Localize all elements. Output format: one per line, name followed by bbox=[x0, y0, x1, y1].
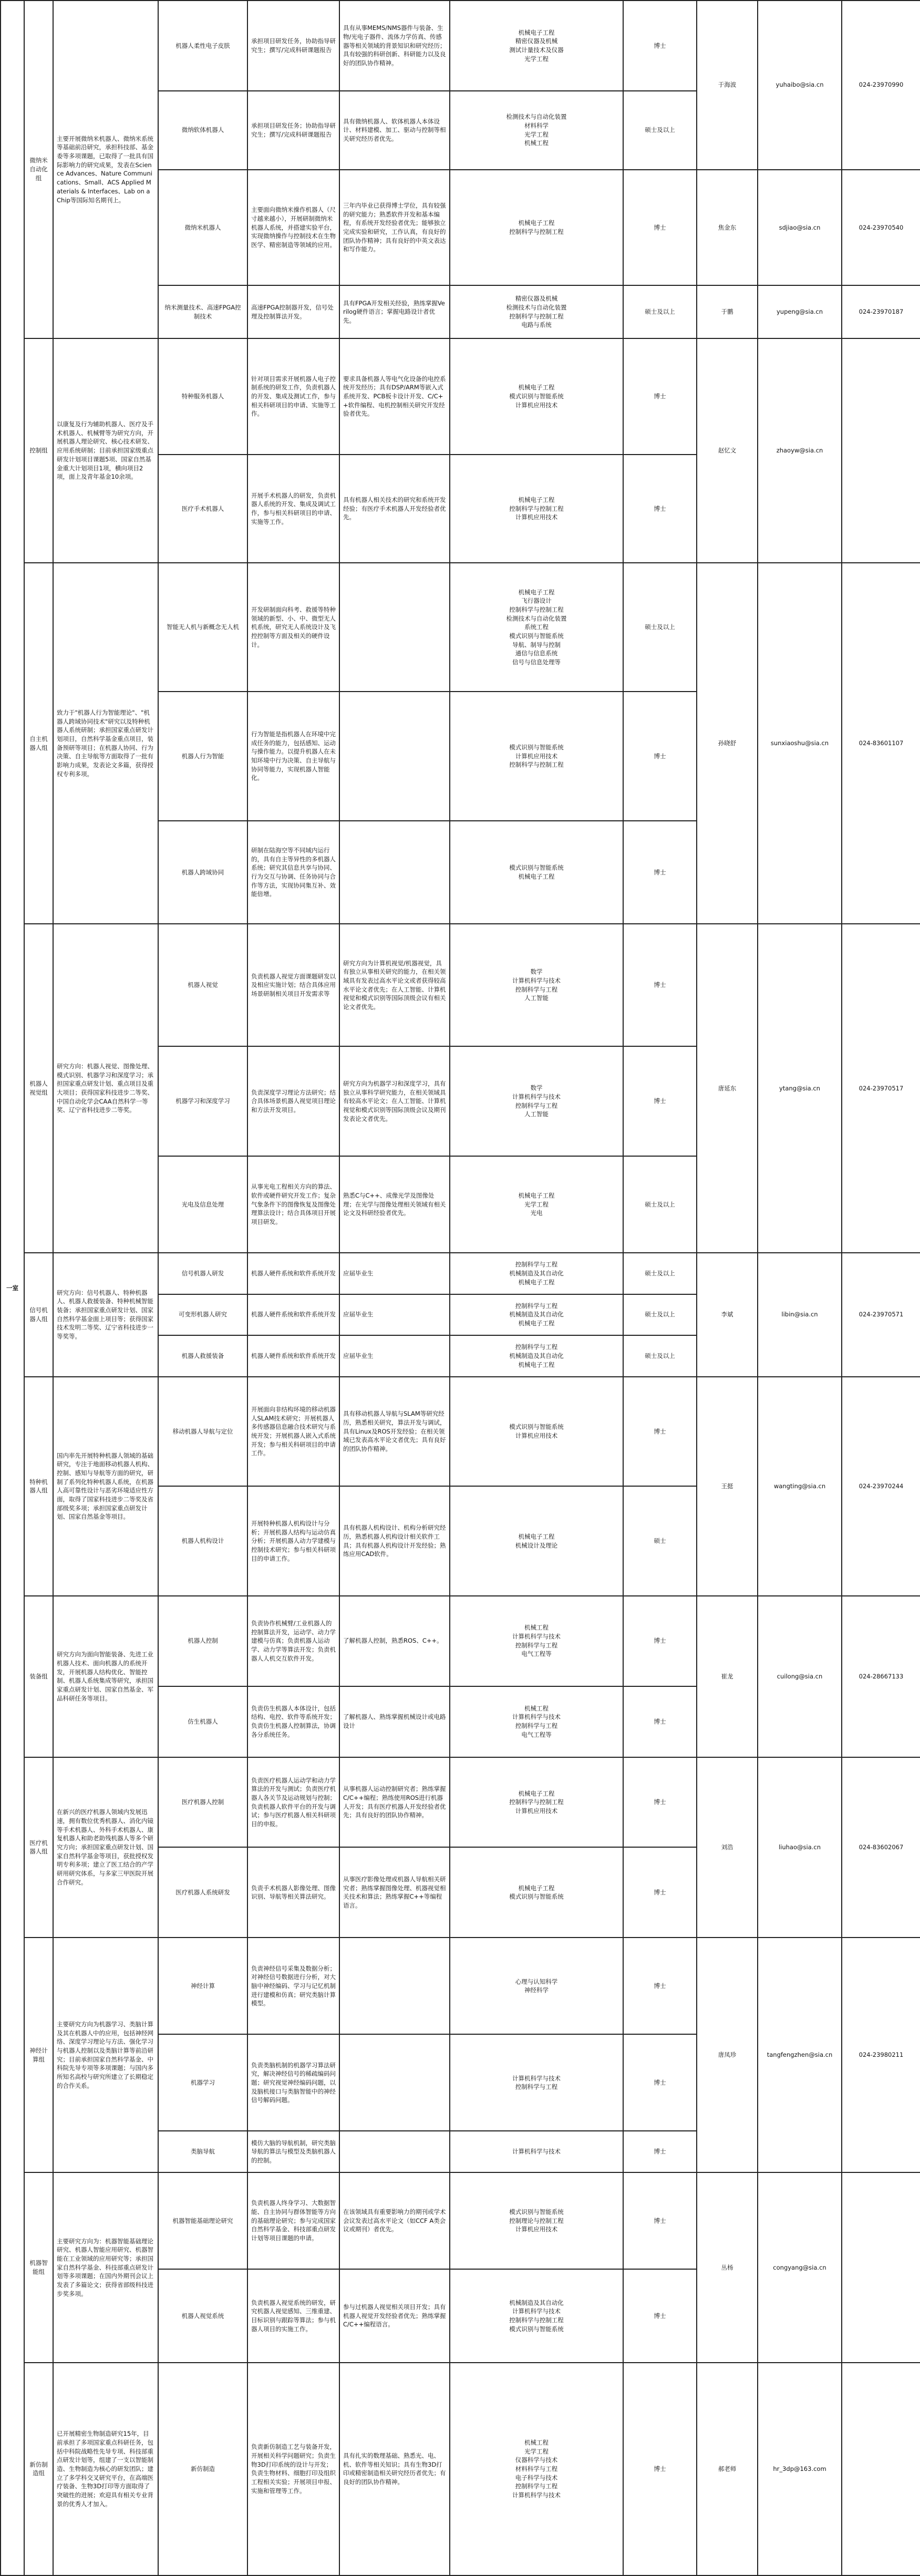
research-direction: 类脑导航 bbox=[158, 2131, 247, 2172]
research-direction: 移动机器人导航与定位 bbox=[158, 1377, 247, 1487]
majors-cell bbox=[450, 924, 623, 1046]
majors-cell bbox=[450, 1335, 623, 1377]
major-item: 机械制造及其自动化 bbox=[509, 1352, 564, 1360]
group-name: 神经计算组 bbox=[24, 1938, 53, 2172]
majors-cell bbox=[450, 170, 623, 286]
major-item: 人工智能 bbox=[524, 1110, 549, 1118]
research-direction: 机器人柔性电子皮肤 bbox=[158, 1, 247, 91]
major-item: 控制科学与工程 bbox=[515, 2083, 558, 2091]
majors-cell bbox=[450, 1847, 623, 1938]
group-name: 微纳米自动化组 bbox=[24, 1, 53, 338]
group-name: 控制组 bbox=[24, 338, 53, 563]
contact-phone: 024-28667133 bbox=[842, 1596, 920, 1757]
major-item: 计算机科学与技术 bbox=[512, 2491, 561, 2499]
group-intro: 已开展精密生物制造研究15年，目前承担了多项国家重点科研任务，包括中科院战略性先导专项、科技部重点研发计划等，组建了一支以智能制造、生物制造为核心的研发团队；建立了多学科交叉研究平台，在高端医疗装备、生物3D打印等方面取得了突破性的进展；欢迎具有相关专业背景的优秀人才加入。 bbox=[53, 2363, 158, 2575]
table-row bbox=[1, 338, 920, 455]
majors-cell bbox=[450, 1046, 623, 1156]
major-item: 机械工程 bbox=[524, 1624, 549, 1632]
job-requirements: 应届毕业生 bbox=[339, 1335, 450, 1377]
majors-cell bbox=[450, 1596, 623, 1686]
majors-cell bbox=[450, 692, 623, 820]
major-item: 控制科学与控制工程 bbox=[509, 761, 564, 769]
job-requirements: 具有机器人相关技术的研究和系统开发经验；有医疗手术机器人开发经验者优先。 bbox=[339, 455, 450, 563]
major-item: 模式识别与智能系统 bbox=[509, 393, 564, 400]
contact-name: 唐凤珍 bbox=[697, 1938, 758, 2172]
table-row bbox=[1, 1938, 920, 2034]
major-item: 机械工程 bbox=[524, 2439, 549, 2447]
job-requirements: 从事医疗影像处理或机器人导航相关研究者；熟练掌握图像处理、机器视觉相关技术和算法；熟练掌握C++等编程语言。 bbox=[339, 1847, 450, 1938]
degree-cell: 硕士及以上 bbox=[623, 1335, 697, 1377]
job-tasks: 开展面向非结构环境的移动机器人SLAM技术研究；开展机器人多传感器信息融合技术研究与系统开发；开展机器人嵌入式系统开发；参与相关科研项目的申请工作。 bbox=[247, 1377, 339, 1487]
major-item: 机械电子工程 bbox=[518, 219, 555, 227]
major-item: 机械电子工程 bbox=[518, 588, 555, 596]
major-item: 检测技术与自动化装置 bbox=[506, 304, 567, 311]
contact-email: ytang@sia.cn bbox=[758, 924, 842, 1253]
major-item: 计算机应用技术 bbox=[515, 513, 558, 521]
contact-email: libin@sia.cn bbox=[758, 1253, 842, 1377]
job-tasks: 承担项目研发任务，协助指导研究生；撰写/完成科研课题报告 bbox=[247, 1, 339, 91]
major-item: 模式识别与智能系统 bbox=[509, 864, 564, 872]
group-intro: 以康复及行为辅助机器人、医疗及手术机器人、机械臂等为研究方向，开展机器人理论研究、核心技术研发、应用系统研制；目前承担国家级重点研发计划项目课题5项、国家自然基金重大计划项目1项，横向项目2项，面上及青年基金10余项。 bbox=[53, 338, 158, 563]
job-tasks: 负责深度学习理论方法研究；结合具体场景机器人视觉项目理论和方法开发项目。 bbox=[247, 1046, 339, 1156]
job-requirements: 在该领域具有重要影响力的期刊或学术会议发表过高水平论文（如CCF A类会议或期刊）者优先。 bbox=[339, 2172, 450, 2269]
major-item: 控制科学与工程 bbox=[515, 1343, 558, 1351]
contact-phone bbox=[842, 2363, 920, 2575]
job-requirements: 具有扎实的数理基础、熟悉光、电、机、软件等相关知识；具有生物3D打印或精密制造相关研究经历者优先；有良好的团队协作精神。 bbox=[339, 2363, 450, 2575]
degree-cell: 硕士 bbox=[623, 1486, 697, 1596]
contact-phone: 024-23970517 bbox=[842, 924, 920, 1253]
degree-cell: 博士 bbox=[623, 1686, 697, 1757]
major-item: 控制科学与控制工程 bbox=[509, 606, 564, 614]
degree-cell: 硕士及以上 bbox=[623, 1253, 697, 1294]
major-item: 光电 bbox=[530, 1209, 543, 1217]
major-item: 通信与信息系统 bbox=[515, 650, 558, 657]
degree-cell: 博士 bbox=[623, 170, 697, 286]
group-name: 机器智能组 bbox=[24, 2172, 53, 2363]
majors-cell bbox=[450, 2034, 623, 2131]
major-item: 材料科学与工程 bbox=[515, 2465, 558, 2473]
table-row bbox=[1, 1757, 920, 1848]
research-direction: 微纳软体机器人 bbox=[158, 91, 247, 170]
contact-phone bbox=[842, 338, 920, 563]
research-direction: 医疗机器人控制 bbox=[158, 1757, 247, 1848]
research-direction: 信号机器人研发 bbox=[158, 1253, 247, 1294]
contact-email: yupeng@sia.cn bbox=[758, 285, 842, 338]
job-requirements: 研究方向为机器学习和深度学习，具有独立从事科学研究能力，在相关领域具有较高水平论文；在人工智能、计算机视觉和模式识别等国际顶级会议及期刊发表论文者优先。 bbox=[339, 1046, 450, 1156]
job-tasks: 开展手术机器人的研发，负责机器人系统的开发、集成及调试工作，参与相关科研项目的申请、实施等工作。 bbox=[247, 455, 339, 563]
contact-phone: 024-23970244 bbox=[842, 1377, 920, 1596]
group-name: 特种机器人组 bbox=[24, 1377, 53, 1596]
contact-name: 郝老师 bbox=[697, 2363, 758, 2575]
major-item: 测试计量技术及仪器 bbox=[509, 46, 564, 54]
group-intro: 致力于"机器人行为智能理论"、"机器人跨域协同技术"研究以及特种机器人系统研制；承担国家重点研发计划项目，自然科学基金重点项目，装备预研等项目；在机器人协同、行为决策、自主导航等方面取得了一批有影响力成果，发表论文多篇，获得授权专利多项。 bbox=[53, 563, 158, 924]
job-tasks: 从事光电工程相关方向的算法、软件或硬件研究开发工作；复杂气象条件下的图像恢复及图像处理算法设计；结合具体项目开展项目研发。 bbox=[247, 1156, 339, 1253]
job-tasks: 承担项目研发任务；协助指导研究生；撰写/完成科研课题报告 bbox=[247, 91, 339, 170]
division-cell: 一室 bbox=[1, 1, 24, 2575]
majors-cell bbox=[450, 91, 623, 170]
degree-cell: 博士 bbox=[623, 455, 697, 563]
majors-cell bbox=[450, 2269, 623, 2363]
majors-cell bbox=[450, 2363, 623, 2575]
degree-cell: 博士 bbox=[623, 2363, 697, 2575]
group-name: 医疗机器人组 bbox=[24, 1757, 53, 1938]
majors-cell bbox=[450, 563, 623, 692]
degree-cell: 博士 bbox=[623, 692, 697, 820]
degree-cell: 博士 bbox=[623, 1377, 697, 1487]
contact-email: hr_3dp@163.com bbox=[758, 2363, 842, 2575]
major-item: 机械电子工程 bbox=[518, 1191, 555, 1199]
major-item: 控制科学与工程 bbox=[515, 1101, 558, 1109]
job-requirements: 具有移动机器人导航与SLAM等研究经历，熟悉相关研究，算法开发与调试，具有Linux及ROS开发经验；在相关领域已发表高水平论文者优先；具有良好的团队协作精神。 bbox=[339, 1377, 450, 1487]
majors-cell bbox=[450, 2131, 623, 2172]
table-row bbox=[1, 924, 920, 1046]
major-item: 机械电子工程 bbox=[518, 1532, 555, 1540]
job-tasks: 机器人硬件系统和软件系统开发 bbox=[247, 1335, 339, 1377]
job-tasks: 负责手术机器人影像处理、图像识别、导航等相关算法研究。 bbox=[247, 1847, 339, 1938]
group-intro: 研究方向为面向智能装备、先进工业机器人技术、面向机器人的系统开发，开展机器人结构优化、智能控制、机器人系统集成等研究，承担国家重点研发计划、国家自然基金、军品科研任务等项目。 bbox=[53, 1596, 158, 1757]
major-item: 计算机应用技术 bbox=[515, 1431, 558, 1439]
major-item: 检测技术与自动化装置 bbox=[506, 113, 567, 121]
table-row bbox=[1, 2363, 920, 2575]
major-item: 电气工程等 bbox=[521, 1650, 552, 1658]
major-item: 光学工程 bbox=[524, 2447, 549, 2455]
job-requirements bbox=[339, 2131, 450, 2172]
major-item: 控制科学与工程 bbox=[515, 1302, 558, 1310]
job-tasks: 负责机器人视觉系统的研发，研究机器人视觉感知、三维重建、目标识别与跟踪等算法；参与机器人项目的实施工作。 bbox=[247, 2269, 339, 2363]
contact-email: cuilong@sia.cn bbox=[758, 1596, 842, 1757]
research-direction: 医疗手术机器人 bbox=[158, 455, 247, 563]
contact-phone: 024-83601107 bbox=[842, 563, 920, 924]
research-direction: 机器人控制 bbox=[158, 1596, 247, 1686]
job-requirements: 具有FPGA开发相关经验，熟练掌握Verilog硬件语言；掌握电路设计者优先。 bbox=[339, 285, 450, 338]
contact-name: 于海波 bbox=[697, 1, 758, 170]
major-item: 控制科学与控制工程 bbox=[509, 312, 564, 320]
contact-phone: 024-23970187 bbox=[842, 285, 920, 338]
contact-email: sunxiaoshu@sia.cn bbox=[758, 563, 842, 924]
degree-cell: 博士 bbox=[623, 2172, 697, 2269]
major-item: 控制科学与控制工程 bbox=[509, 2316, 564, 2324]
major-item: 控制科学与工程 bbox=[515, 985, 558, 993]
contact-name: 孙晓舒 bbox=[697, 563, 758, 924]
research-direction: 机器人机构设计 bbox=[158, 1486, 247, 1596]
major-item: 计算机科学与技术 bbox=[512, 977, 561, 985]
contact-name: 王挺 bbox=[697, 1377, 758, 1596]
major-item: 机械电子工程 bbox=[518, 496, 555, 503]
contact-email: congyang@sia.cn bbox=[758, 2172, 842, 2363]
major-item: 机械电子工程 bbox=[518, 1361, 555, 1368]
major-item: 计算机科学与技术 bbox=[512, 2148, 561, 2156]
job-tasks: 负责类脑机制的机器学习算法研究，解决神经信号的稀疏编码问题；研究视觉神经编码问题，以及脑机接口与类脑智能中的神经信号解码问题。 bbox=[247, 2034, 339, 2131]
major-item: 系统工程 bbox=[524, 623, 549, 631]
job-tasks: 开发研制面向科考、救援等特种领域的新型、小、中、微型无人机系统，研究无人系统设计及飞控控制等方面及相关的硬件设计。 bbox=[247, 563, 339, 692]
major-item: 模式识别与智能系统 bbox=[509, 2325, 564, 2333]
major-item: 机械制造及其自动化 bbox=[509, 1269, 564, 1277]
job-requirements: 了解机器人、熟练掌握机械设计或电路设计 bbox=[339, 1686, 450, 1757]
research-direction: 可变形机器人研究 bbox=[158, 1294, 247, 1336]
group-intro: 国内率先开展特种机器人领域的基础研究，专注于地面移动机器人机构、控制、感知与导航等方面的研究，研制了系列化特种机器人系统，在机器人高可靠性设计与恶劣环境适应性方面，取得了国家科技进步二等奖及省部级奖多项；承担国家重点研发计划、国家自然基金等项目。 bbox=[53, 1377, 158, 1596]
job-tasks: 负责机器人视觉方面课题研发以及相应实施计划；结合具体应用场景研制相关项目开发需求等 bbox=[247, 924, 339, 1046]
job-tasks: 负责医疗机器人运动学和动力学算法的开发与测试；负责医疗机器人各关节及运动规划与控制；负责机器人软件平台的开发与调试；参与医疗机器人相关科研项目的申报。 bbox=[247, 1757, 339, 1848]
table-row bbox=[1, 1596, 920, 1686]
major-item: 模式识别与智能系统 bbox=[509, 632, 564, 640]
contact-phone: 024-23970540 bbox=[842, 170, 920, 286]
group-intro: 研究方向：机器人视觉、图像处理、模式识别、机器学习和深度学习；承担国家重点研发计划、重点项目及重大项目；获得国家科技进步二等奖、中国自动化学会CAA自然科学一等奖、辽宁省科技进步二等奖。 bbox=[53, 924, 158, 1253]
job-tasks: 负责协作机械臂/工业机器人的控制算法开发，运动学、动力学建模与仿真；负责机器人运动学、动力学等算法开发；负责机器人人机交互软件开发。 bbox=[247, 1596, 339, 1686]
major-item: 精密仪器及机械 bbox=[515, 295, 558, 303]
major-item: 光学工程 bbox=[524, 1200, 549, 1208]
job-requirements: 要求具备机器人等电气化设备的电控系统开发经历；具有DSP/ARM等嵌入式系统开发、PCB板卡设计开发、C/C++软件编程、电机控制相关研究开发经验者优先。 bbox=[339, 338, 450, 455]
major-item: 控制科学与工程 bbox=[515, 1261, 558, 1269]
group-intro: 主要开展微纳米机器人、微纳米系统等基础前沿研究，承担科技部、基金委等多项课题，已取得了一批具有国际影响力的研究成果，发表在Science Advances、Nature Communications、Small、ACS Applied Materials & Interfaces、Lab on a Chip等国际知名期刊上。 bbox=[53, 1, 158, 338]
research-direction: 智能无人机与新概念无人机 bbox=[158, 563, 247, 692]
job-requirements: 熟悉C与C++、成像光学及图像处理；在光学与图像处理相关领域有相关论文及科研经验者优先。 bbox=[339, 1156, 450, 1253]
job-requirements: 三年内毕业已获得博士学位，具有较强的研究能力；熟悉软件开发和基本编程，有系统开发经验者优先；能够独立完成实验和研究，工作认真，有良好的团队协作精神；具有良好的中英文表达和写作能力。 bbox=[339, 170, 450, 286]
degree-cell: 博士 bbox=[623, 1847, 697, 1938]
research-direction: 机器人跨域协同 bbox=[158, 821, 247, 924]
majors-cell bbox=[450, 1156, 623, 1253]
major-item: 机械制造及其自动化 bbox=[509, 1311, 564, 1318]
job-tasks: 主要面向微纳米操作机器人（尺寸越来越小），开展研制微纳米机器人系统，并搭建实验平台，实现微纳操作与控制技术在生物医学、精密制造等领域的应用。 bbox=[247, 170, 339, 286]
major-item: 计算机应用技术 bbox=[515, 752, 558, 760]
job-requirements bbox=[339, 563, 450, 692]
contact-email: sdjiao@sia.cn bbox=[758, 170, 842, 286]
job-tasks: 负责机器人终身学习、大数据智能、自主协同与群体智能等方向的基础理论研究；参与完成国家自然科学基金、科技部重点研发计划等项目课题的申请。 bbox=[247, 2172, 339, 2269]
contact-phone bbox=[842, 2172, 920, 2363]
majors-cell bbox=[450, 1, 623, 91]
group-intro: 主要研究方向为：机器智能基础理论研究、机器人智能应用研究、机器智能在工业领域的应用研究等；承担国家自然科学基金、科技部重点研发计划等多项课题；在国内外期刊会议上发表了多篇论文；获得省部级科技进步奖多项。 bbox=[53, 2172, 158, 2363]
job-requirements: 从事机器人运动控制研究者；熟练掌握C/C++编程；熟练使用ROS进行机器人开发；具有医疗机器人开发经验者优先；具有良好的团队协作精神。 bbox=[339, 1757, 450, 1848]
job-requirements bbox=[339, 821, 450, 924]
contact-name: 刘浩 bbox=[697, 1757, 758, 1938]
major-item: 计算机科学与技术 bbox=[512, 1713, 561, 1721]
major-item: 计算机科学与技术 bbox=[512, 1633, 561, 1641]
job-requirements bbox=[339, 2034, 450, 2131]
group-name: 新仿制造组 bbox=[24, 2363, 53, 2575]
major-item: 神经科学 bbox=[524, 1986, 549, 1994]
major-item: 精密仪器及机械 bbox=[515, 37, 558, 45]
job-requirements: 具有机器人机构设计、机构分析研究经历，熟悉机器人机构设计相关软件工具；具有机器人机构设计开发经验；熟练应用CAD软件。 bbox=[339, 1486, 450, 1596]
major-item: 模式识别与智能系统 bbox=[509, 1423, 564, 1431]
research-direction: 医疗机器人系统研发 bbox=[158, 1847, 247, 1938]
degree-cell: 硕士及以上 bbox=[623, 563, 697, 692]
research-direction: 光电及信息处理 bbox=[158, 1156, 247, 1253]
group-intro: 主要研究方向为机器学习、类脑计算及其在机器人中的应用，包括神经网络、深度学习理论与方法、强化学习与机器人控制以及类脑计算等前沿研究；目前承担国家自然科学基金、中科院先导专项等多项课题；与国内多所知名高校与研究所建立了长期稳定的合作关系。 bbox=[53, 1938, 158, 2172]
contact-email: yuhaibo@sia.cn bbox=[758, 1, 842, 170]
major-item: 飞行器设计 bbox=[521, 597, 552, 605]
major-item: 机械电子工程 bbox=[518, 1789, 555, 1797]
major-item: 控制科学与控制工程 bbox=[509, 228, 564, 235]
research-direction: 机器智能基础理论研究 bbox=[158, 2172, 247, 2269]
major-item: 模式识别与智能系统 bbox=[509, 744, 564, 751]
research-direction: 机器人救援装备 bbox=[158, 1335, 247, 1377]
major-item: 控制科学与工程 bbox=[515, 1722, 558, 1730]
job-tasks: 研制在陆海空等不同域内运行的，具有自主等异性的多机器人系统；研究其信息共享与协同、行为交互与协调、任务协同与合作等方法，实现协同集互补、效能倍增。 bbox=[247, 821, 339, 924]
research-direction: 机器人视觉系统 bbox=[158, 2269, 247, 2363]
research-direction: 机器人视觉 bbox=[158, 924, 247, 1046]
job-requirements: 应届毕业生 bbox=[339, 1294, 450, 1336]
research-direction: 微纳米机器人 bbox=[158, 170, 247, 286]
major-item: 控制理论与控制工程 bbox=[509, 2217, 564, 2224]
contact-name: 李斌 bbox=[697, 1253, 758, 1377]
job-tasks: 负责仿生机器人本体设计，包括结构、电控、软件等系统开发；负责仿生机器人控制算法，协调各分系统任务。 bbox=[247, 1686, 339, 1757]
major-item: 计算机应用技术 bbox=[515, 401, 558, 409]
group-name: 信号机器人组 bbox=[24, 1253, 53, 1377]
job-tasks: 行为智能是指机器人在环境中完成任务的能力，包括感知、运动与操作能力。以提升机器人在未知环境中行为决策、自主导航与协同等能力，实现机器人智能化。 bbox=[247, 692, 339, 820]
majors-cell bbox=[450, 1686, 623, 1757]
degree-cell: 硕士及以上 bbox=[623, 1156, 697, 1253]
research-direction: 新仿制造 bbox=[158, 2363, 247, 2575]
research-direction: 机器学习和深度学习 bbox=[158, 1046, 247, 1156]
major-item: 机械工程 bbox=[524, 1704, 549, 1712]
group-intro: 在新兴的医疗机器人领域内发展迅速，拥有数位优秀机器人、消化内镜等手术机器人、外科手术机器人、康复机器人和助老助残机器人等多个研究方向；承担国家重点研发计划、国家自然科学基金等项目，获批授权发明专利多项；建立了医工结合的产学研用研究体系，与多家三甲医院开展合作研究。 bbox=[53, 1757, 158, 1938]
majors-cell bbox=[450, 1377, 623, 1487]
contact-name: 唐延东 bbox=[697, 924, 758, 1253]
degree-cell: 硕士及以上 bbox=[623, 1294, 697, 1336]
major-item: 控制科学与工程 bbox=[515, 2482, 558, 2490]
major-item: 机械工程 bbox=[524, 139, 549, 147]
job-tasks: 高速FPGA控制器开发，信号处理及控制算法开发。 bbox=[247, 285, 339, 338]
major-item: 人工智能 bbox=[524, 994, 549, 1002]
majors-cell bbox=[450, 285, 623, 338]
major-item: 控制科学与控制工程 bbox=[509, 1798, 564, 1806]
major-item: 计算机应用技术 bbox=[515, 2225, 558, 2233]
job-requirements: 研究方向为计算机视觉/机器视觉，具有独立从事相关研究的能力，在相关领域具有发表过高水平论文或者获得较高水平论文者优先；在人工智能、计算机视觉和模式识别等国际顶级会议有相关论文者优先。 bbox=[339, 924, 450, 1046]
major-item: 仪器科学与技术 bbox=[515, 2456, 558, 2464]
group-name: 机器人视觉组 bbox=[24, 924, 53, 1253]
group-name: 自主机器人组 bbox=[24, 563, 53, 924]
contact-name: 丛杨 bbox=[697, 2172, 758, 2363]
major-item: 光学工程 bbox=[524, 55, 549, 63]
degree-cell: 硕士及以上 bbox=[623, 91, 697, 170]
contact-name: 崔龙 bbox=[697, 1596, 758, 1757]
degree-cell: 博士 bbox=[623, 1, 697, 91]
contact-phone: 024-23980211 bbox=[842, 1938, 920, 2172]
major-item: 机械电子工程 bbox=[518, 1278, 555, 1286]
major-item: 机械电子工程 bbox=[518, 1320, 555, 1327]
degree-cell: 博士 bbox=[623, 2131, 697, 2172]
degree-cell: 博士 bbox=[623, 2269, 697, 2363]
job-tasks: 开展特种机器人机构设计与分析；开展机器人结构与运动仿真分析；开展机器人动力学建模与控制技术研究；参与相关科研项目的申请工作。 bbox=[247, 1486, 339, 1596]
contact-email: liuhao@sia.cn bbox=[758, 1757, 842, 1938]
job-requirements: 具有微纳机器人、软体机器人本体设计、材料建模、加工、驱动与控制等相关研究经历者优先。 bbox=[339, 91, 450, 170]
major-item: 计算机应用技术 bbox=[515, 1807, 558, 1815]
major-item: 模式识别与智能系统 bbox=[509, 1893, 564, 1901]
degree-cell: 博士 bbox=[623, 1938, 697, 2034]
major-item: 心理与认知科学 bbox=[515, 1977, 558, 1985]
major-item: 信号与信息处理等 bbox=[512, 658, 561, 666]
major-item: 导航、制导与控制 bbox=[512, 641, 561, 648]
degree-cell: 博士 bbox=[623, 2034, 697, 2131]
job-tasks: 负责神经信号采集及数据分析；对神经信号数据进行分析，对大脑中神经编码、学习与记忆机制进行建模和仿真；研究类脑计算模型。 bbox=[247, 1938, 339, 2034]
major-item: 模式识别与智能系统 bbox=[509, 2208, 564, 2216]
research-direction: 神经计算 bbox=[158, 1938, 247, 2034]
table-row bbox=[1, 1253, 920, 1294]
research-direction: 机器人行为智能 bbox=[158, 692, 247, 820]
contact-email: zhaoyw@sia.cn bbox=[758, 338, 842, 563]
contact-phone: 024-23970571 bbox=[842, 1253, 920, 1377]
major-item: 机械电子工程 bbox=[518, 28, 555, 36]
majors-cell bbox=[450, 1253, 623, 1294]
major-item: 数学 bbox=[530, 1084, 543, 1092]
research-direction: 纳米测量技术、高速FPGA控制技术 bbox=[158, 285, 247, 338]
major-item: 机械制造及其自动化 bbox=[509, 2299, 564, 2306]
contact-name: 焦金东 bbox=[697, 170, 758, 286]
job-requirements: 了解机器人控制，熟悉ROS、C++。 bbox=[339, 1596, 450, 1686]
major-item: 检测技术与自动化装置 bbox=[506, 614, 567, 622]
job-requirements bbox=[339, 692, 450, 820]
degree-cell: 博士 bbox=[623, 1046, 697, 1156]
group-intro: 研究方向：信号机器人、特种机器人、机器人救援装备、特种机械智能装备；承担国家重点研发计划、国家自然科学基金面上项目等；获得国家技术发明二等奖、辽宁省科技进步一等奖等。 bbox=[53, 1253, 158, 1377]
major-item: 计算机科学与技术 bbox=[512, 2074, 561, 2082]
job-requirements: 参与过机器人视觉相关项目开发；具有机器人视觉开发经验者优先；熟练掌握C/C++编程语言。 bbox=[339, 2269, 450, 2363]
research-direction: 机器学习 bbox=[158, 2034, 247, 2131]
majors-cell bbox=[450, 2172, 623, 2269]
research-direction: 特种服务机器人 bbox=[158, 338, 247, 455]
degree-cell: 博士 bbox=[623, 1596, 697, 1686]
majors-cell bbox=[450, 1294, 623, 1336]
major-item: 电子科学与技术 bbox=[515, 2474, 558, 2481]
contact-name: 于鹏 bbox=[697, 285, 758, 338]
table-row bbox=[1, 2172, 920, 2269]
job-tasks: 机器人硬件系统和软件系统开发 bbox=[247, 1253, 339, 1294]
major-item: 控制科学与工程 bbox=[515, 1641, 558, 1649]
job-tasks: 针对项目需求开展机器人电子控制系统的研发工作，负责机器人的开发、集成及测试工作，参与相关科研项目的申请、实施等工作。 bbox=[247, 338, 339, 455]
majors-cell bbox=[450, 1757, 623, 1848]
majors-cell bbox=[450, 455, 623, 563]
job-tasks: 模仿大脑的导航机制，研究类脑导航的算法与模型及类脑机器人的控制。 bbox=[247, 2131, 339, 2172]
major-item: 机械设计及理论 bbox=[515, 1541, 558, 1549]
table-row bbox=[1, 1377, 920, 1487]
major-item: 控制科学与控制工程 bbox=[509, 504, 564, 512]
table-row bbox=[1, 1, 920, 91]
job-tasks: 负责新仿制造工艺与装备开发，开展相关科学问题研究；负责生物3D打印系统的设计与开发；负责生物材料、细胞打印及组织工程相关实验；开展项目申报、实施和管理等工作。 bbox=[247, 2363, 339, 2575]
major-item: 电路与系统 bbox=[521, 321, 552, 329]
group-name: 装备组 bbox=[24, 1596, 53, 1757]
table-row bbox=[1, 563, 920, 692]
major-item: 材料科学 bbox=[524, 121, 549, 129]
major-item: 机械电子工程 bbox=[518, 873, 555, 881]
major-item: 光学工程 bbox=[524, 130, 549, 138]
research-direction: 仿生机器人 bbox=[158, 1686, 247, 1757]
majors-cell bbox=[450, 1938, 623, 2034]
majors-cell bbox=[450, 338, 623, 455]
contact-email: wangting@sia.cn bbox=[758, 1377, 842, 1596]
contact-phone: 024-23970990 bbox=[842, 1, 920, 170]
contact-email: tangfengzhen@sia.cn bbox=[758, 1938, 842, 2172]
major-item: 机械电子工程 bbox=[518, 384, 555, 391]
job-requirements: 应届毕业生 bbox=[339, 1253, 450, 1294]
degree-cell: 博士 bbox=[623, 924, 697, 1046]
degree-cell: 博士 bbox=[623, 338, 697, 455]
job-requirements: 具有从事MEMS/NMS器件与装备、生物/光电子器件、流体力学仿真、传感器等相关领域的背景知识和研究经历；具有较强的科研创新、科研能力以及良好的团队协作精神。 bbox=[339, 1, 450, 91]
major-item: 电气工程等 bbox=[521, 1730, 552, 1738]
degree-cell: 博士 bbox=[623, 1757, 697, 1848]
recruitment-table-body bbox=[1, 1, 920, 2575]
major-item: 机械电子工程 bbox=[518, 1884, 555, 1892]
major-item: 计算机科学与技术 bbox=[512, 2307, 561, 2315]
majors-cell bbox=[450, 821, 623, 924]
job-tasks: 机器人硬件系统和软件系统开发 bbox=[247, 1294, 339, 1336]
majors-cell bbox=[450, 1486, 623, 1596]
contact-phone: 024-83602067 bbox=[842, 1757, 920, 1938]
degree-cell: 博士 bbox=[623, 821, 697, 924]
major-item: 数学 bbox=[530, 968, 543, 976]
degree-cell: 硕士及以上 bbox=[623, 285, 697, 338]
job-requirements bbox=[339, 1938, 450, 2034]
major-item: 计算机科学与技术 bbox=[512, 1093, 561, 1100]
contact-name: 赵忆文 bbox=[697, 338, 758, 563]
